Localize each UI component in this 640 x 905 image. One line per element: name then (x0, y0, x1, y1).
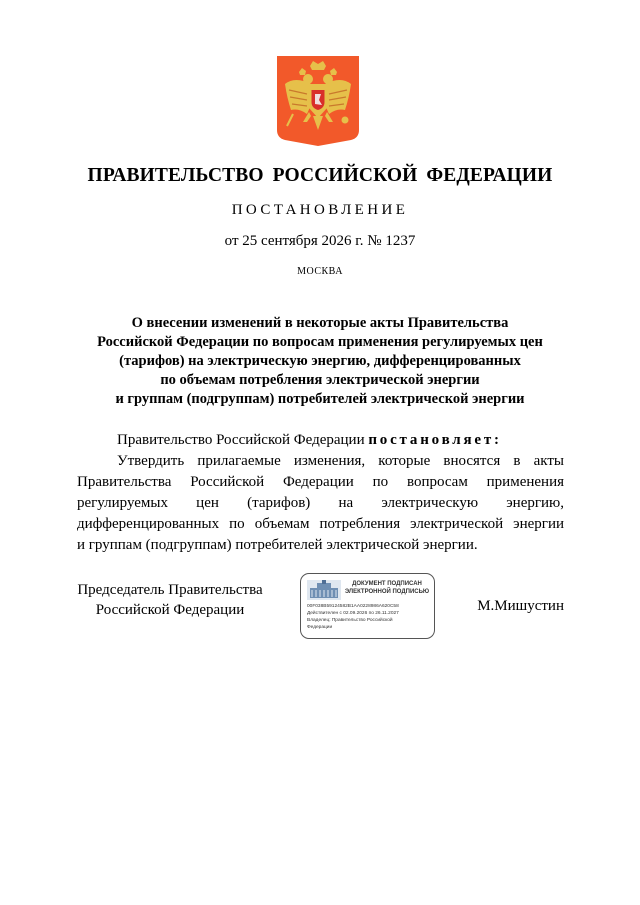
decree-intro (77, 430, 564, 451)
certificate-owner: Федерации (307, 625, 333, 630)
decree-intro-text: Правительство Российской Федерации (117, 432, 369, 448)
signatory-name: М.Мишустин (477, 598, 564, 614)
signatory-position-line: Российской Федерации (95, 602, 245, 618)
decree-word: постановляет: (368, 432, 502, 448)
document-type: ПОСТАНОВЛЕНИЕ (231, 202, 409, 218)
government-building-icon (307, 580, 341, 600)
paragraph-line: регулируемых цен (тарифов) на электрическую энергию, (77, 495, 564, 511)
document-city: МОСКВА (297, 266, 343, 277)
electronic-signature-stamp (300, 573, 435, 639)
subject-line: Российской Федерации по вопросам применения регулируемых цен (97, 334, 543, 350)
stamp-details (307, 603, 433, 631)
subject-line: и группам (подгруппам) потребителей электрической энергии (115, 391, 525, 407)
stamp-heading (341, 580, 433, 596)
signatory-position (70, 580, 270, 620)
paragraph-line: Утвердить прилагаемые изменения, которые вносятся в акты (117, 453, 564, 469)
document-body (77, 430, 564, 556)
coat-of-arms-icon (277, 56, 359, 146)
subject-line: (тарифов) на электрическую энергию, дифференцированных (119, 353, 521, 369)
stamp-heading-line: ДОКУМЕНТ ПОДПИСАН (352, 581, 422, 587)
subject-line: О внесении изменений в некоторые акты Правительства (131, 315, 509, 331)
document-subject (70, 314, 570, 409)
paragraph-line: Правительства Российской Федерации по вопросам применения (77, 474, 564, 490)
stamp-heading-line: ЭЛЕКТРОННОЙ ПОДПИСЬЮ (344, 589, 430, 595)
document-date-number: от 25 сентября 2026 г. № 1237 (224, 233, 416, 249)
certificate-validity: Действителен с 02.09.2026 по 26.11.2027 (307, 611, 399, 616)
subject-line: по объемам потребления электрической энергии (160, 372, 480, 388)
government-title: ПРАВИТЕЛЬСТВО РОССИЙСКОЙ ФЕДЕРАЦИИ (87, 165, 553, 186)
certificate-serial: 00F038B59124582B1AA0228986A620C58 (307, 604, 399, 609)
signatory-position-line: Председатель Правительства (77, 582, 263, 598)
certificate-owner: Владелец: Правительство Российской (307, 618, 393, 623)
paragraph-line: дифференцированных по объемам потребления электрической энергии (77, 516, 564, 532)
decree-paragraph (77, 451, 564, 556)
paragraph-line: и группам (подгруппам) потребителей электрической энергии. (77, 537, 478, 553)
